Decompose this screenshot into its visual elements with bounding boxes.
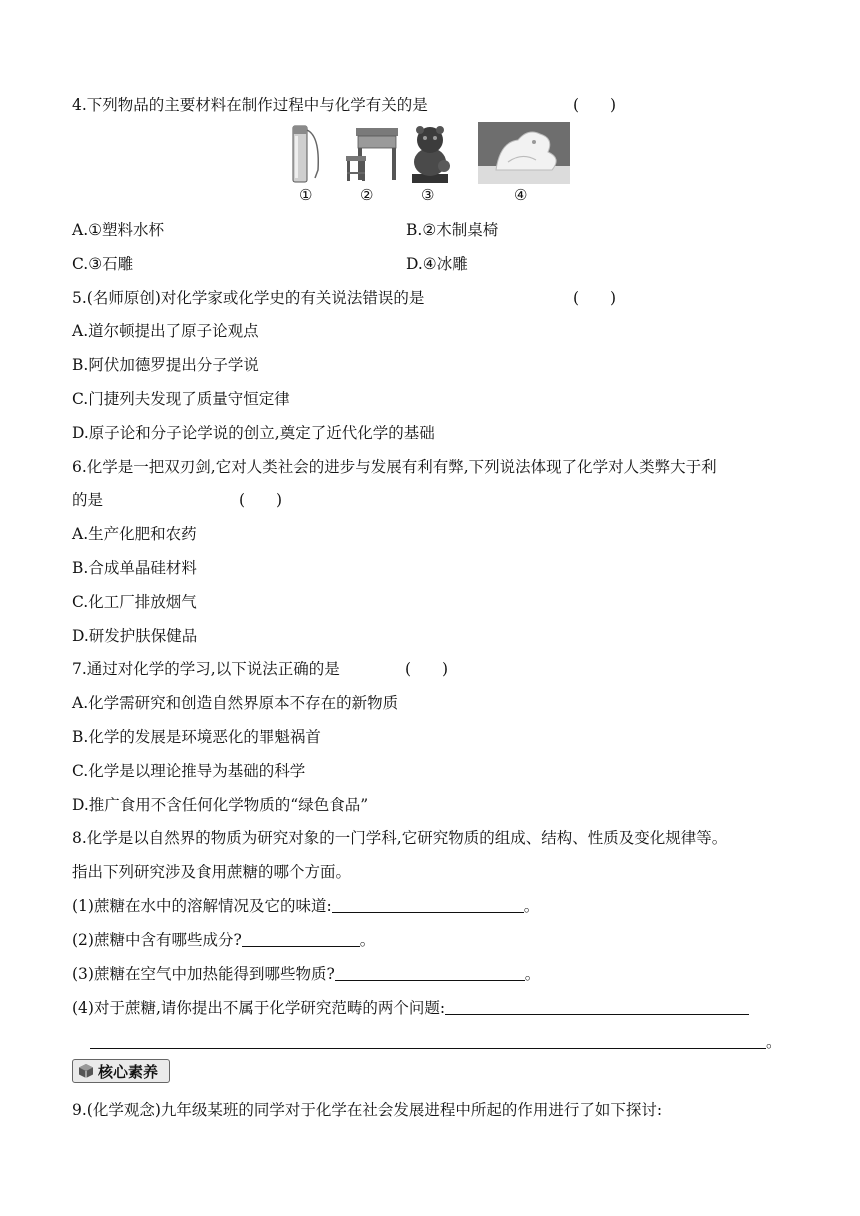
q6-option-b: B.合成单晶硅材料 [72,559,197,577]
q8-part-2-blank[interactable] [242,930,360,947]
image-label-2: ② [360,186,374,204]
image-label-3: ③ [421,186,435,204]
q6-stem-line2: 的是 [72,491,104,509]
q6-option-d: D.研发护肤保健品 [72,627,198,645]
q8-part-4-continuation [90,1030,782,1052]
q4-answer-paren: ( ) [573,96,617,114]
q4-option-c: C.③石雕 [72,255,134,273]
q8-part-2-end: 。 [359,931,376,949]
q4-image-row [290,122,580,188]
q4-option-d: D.④冰雕 [406,255,468,273]
q6-answer-paren: ( ) [239,491,283,509]
image-label-1: ① [299,186,313,204]
plastic-cup-image [290,122,328,184]
q7-answer-paren: ( ) [405,660,449,678]
q8-part-1 [72,894,539,916]
q4-option-b: B.②木制桌椅 [406,221,499,239]
q5-answer-paren: ( ) [573,289,617,307]
q7-option-b: B.化学的发展是环境恶化的罪魁祸首 [72,728,321,746]
q8-part-4-blank-line2[interactable] [90,1032,766,1049]
q8-part-1-text: (1)蔗糖在水中的溶解情况及它的味道: [72,897,332,915]
section-title: 核心素养 [98,1062,159,1081]
ice-sculpture-image [478,122,570,184]
stone-lion-image [404,122,456,184]
q8-part-3 [72,962,540,984]
q8-part-4 [72,996,749,1018]
q4-stem: 4.下列物品的主要材料在制作过程中与化学有关的是 [72,96,428,114]
q8-part-2-text: (2)蔗糖中含有哪些成分? [72,931,242,949]
q7-stem: 7.通过对化学的学习,以下说法正确的是 [72,660,340,678]
q8-part-1-end: 。 [523,897,540,915]
q4-option-a: A.①塑料水杯 [72,221,165,239]
image-label-4: ④ [514,186,528,204]
q8-part-3-end: 。 [524,965,541,983]
q8-part-4-end: 。 [766,1033,782,1051]
q8-stem-line1: 8.化学是以自然界的物质为研究对象的一门学科,它研究物质的组成、结构、性质及变化规律等。 [72,829,728,847]
q8-part-3-text: (3)蔗糖在空气中加热能得到哪些物质? [72,965,335,983]
q8-part-2 [72,928,375,950]
q7-option-c: C.化学是以理论推导为基础的科学 [72,762,306,780]
cube-icon [78,1063,94,1079]
q8-stem-line2: 指出下列研究涉及食用蔗糖的哪个方面。 [72,863,352,881]
wooden-desk-image [342,122,402,184]
q6-stem-line1: 6.化学是一把双刃剑,它对人类社会的进步与发展有利有弊,下列说法体现了化学对人类弊大于利 [72,458,717,476]
q7-option-a: A.化学需研究和创造自然界原本不存在的新物质 [72,694,399,712]
q5-option-d: D.原子论和分子论学说的创立,奠定了近代化学的基础 [72,424,435,442]
q6-option-a: A.生产化肥和农药 [72,525,197,543]
q9-stem: 9.(化学观念)九年级某班的同学对于化学在社会发展进程中所起的作用进行了如下探讨: [72,1101,663,1119]
q5-stem: 5.(名师原创)对化学家或化学史的有关说法错误的是 [72,289,425,307]
q5-option-c: C.门捷列夫发现了质量守恒定律 [72,390,290,408]
q8-part-3-blank[interactable] [335,964,525,981]
q5-option-a: A.道尔顿提出了原子论观点 [72,322,259,340]
q6-option-c: C.化工厂排放烟气 [72,593,197,611]
section-badge [72,1059,170,1083]
q8-part-1-blank[interactable] [332,896,524,913]
q5-option-b: B.阿伏加德罗提出分子学说 [72,356,259,374]
q8-part-4-text: (4)对于蔗糖,请你提出不属于化学研究范畴的两个问题: [72,999,446,1017]
q7-option-d: D.推广食用不含任何化学物质的“绿色食品” [72,796,369,814]
q8-part-4-blank[interactable] [445,998,749,1015]
